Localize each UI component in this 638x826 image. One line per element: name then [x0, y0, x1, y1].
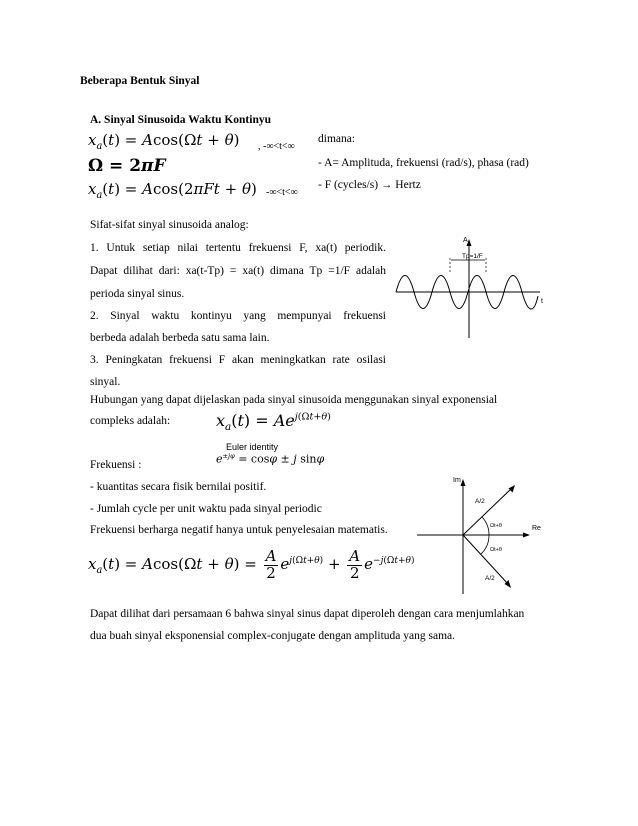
period-label: Tp=1/F: [462, 253, 483, 260]
phasor-upper-arrow: [509, 485, 516, 493]
hubungan-line-2: compleks adalah:: [90, 415, 171, 427]
sifat-p1-line-2: Dapat dilihat dari: xa(t-Tp) = xa(t) dimana Tp =1/F adalah: [90, 265, 386, 277]
sine-axis-y-label: A: [463, 237, 468, 244]
frekuensi-item-1: - kuantitas secara fisik bernilai positif.: [90, 481, 267, 493]
phasor-upper-vector: [463, 488, 512, 535]
dimana-line-1: - A= Amplituda, frekuensi (rad/s), phasa (rad): [318, 157, 529, 169]
equation-decomposition: $x_a(t) = Acos(\Omega t + \theta)$ = $\frac{A}{2}$ $e^{j(\Omega t+\theta)}$ + $\frac{A}{2}$ $e^{-j(\Omega t+\theta)}$: [88, 546, 415, 582]
sifat-p2-line-2: berbeda adalah berbeda satu sama lain.: [90, 332, 270, 344]
phasor-lower-label: A/2: [485, 575, 495, 582]
sifat-p1-line-3: perioda sinyal sinus.: [90, 288, 185, 300]
equation-range-2: -∞<t<∞: [266, 187, 298, 198]
conclusion-line-2: dua buah sinyal eksponensial complex-conjugate dengan amplituda yang sama.: [90, 630, 456, 642]
equation-sinusoid-f: $x_a(t) = Acos(2\pi Ft + \theta)$: [88, 180, 257, 201]
sine-axis-x-label: t: [541, 298, 543, 305]
sine-wave-figure: [392, 230, 557, 342]
euler-label: Euler identity: [226, 442, 279, 452]
equation-sinusoid: $x_a(t) = Acos(\Omega t + \theta)$: [88, 131, 240, 152]
sifat-p1-line-1: 1. Untuk setiap nilai tertentu frekuensi F, xa(t) periodik.: [90, 242, 386, 254]
hubungan-line-1: Hubungan yang dapat dijelaskan pada sinyal sinusoida menggunakan sinyal exponensial: [90, 394, 498, 406]
phasor-angle-lower-label: Ωt+θ: [490, 547, 502, 553]
phasor-angle-lower-arc: [481, 535, 489, 554]
sifat-title: Sifat-sifat sinyal sinusoida analog:: [90, 219, 249, 231]
phasor-figure: [415, 472, 555, 596]
equation-complex-exp: $x_a(t) = Ae^{j(\Omega t+\theta)}$: [216, 411, 331, 434]
equation-euler: $e^{\pm j\varphi} = \cos\varphi \pm j$ sinφ: [216, 452, 325, 466]
heading: Beberapa Bentuk Sinyal: [80, 75, 200, 87]
frekuensi-item-3: Frekuensi berharga negatif hanya untuk penyelesaian matematis.: [90, 524, 388, 536]
dimana-title: dimana:: [318, 133, 356, 145]
sifat-p3-line-1: 3. Peningkatan frekuensi F akan meningkatkan rate osilasi: [90, 354, 386, 366]
phasor-im-arrow: [461, 479, 466, 486]
frekuensi-title: Frekuensi :: [90, 459, 142, 471]
dimana-line-2: - F (cycles/s) → Hertz: [318, 179, 421, 191]
section-a-title: A. Sinyal Sinusoida Waktu Kontinyu: [90, 114, 271, 126]
conclusion-line-1: Dapat dilihat dari persamaan 6 bahwa sinyal sinus dapat diperoleh dengan cara menjumlahkan: [90, 608, 525, 620]
equation-omega: Ω = 2πF: [88, 156, 166, 176]
frekuensi-item-2: - Jumlah cycle per unit waktu pada sinyal periodic: [90, 503, 322, 515]
sifat-p2-line-1: 2. Sinyal waktu kontinyu yang mempunyai frekuensi: [90, 310, 386, 322]
phasor-angle-upper-label: Ωt+θ: [490, 523, 502, 529]
equation-range-1: , -∞<t<∞: [258, 141, 295, 152]
phasor-im-label: Im: [453, 477, 461, 484]
phasor-upper-label: A/2: [475, 498, 485, 505]
sifat-p3-line-2: sinyal.: [90, 376, 121, 388]
phasor-re-arrow: [523, 533, 530, 538]
phasor-re-label: Re: [532, 525, 541, 532]
phasor-angle-upper-arc: [482, 517, 489, 535]
